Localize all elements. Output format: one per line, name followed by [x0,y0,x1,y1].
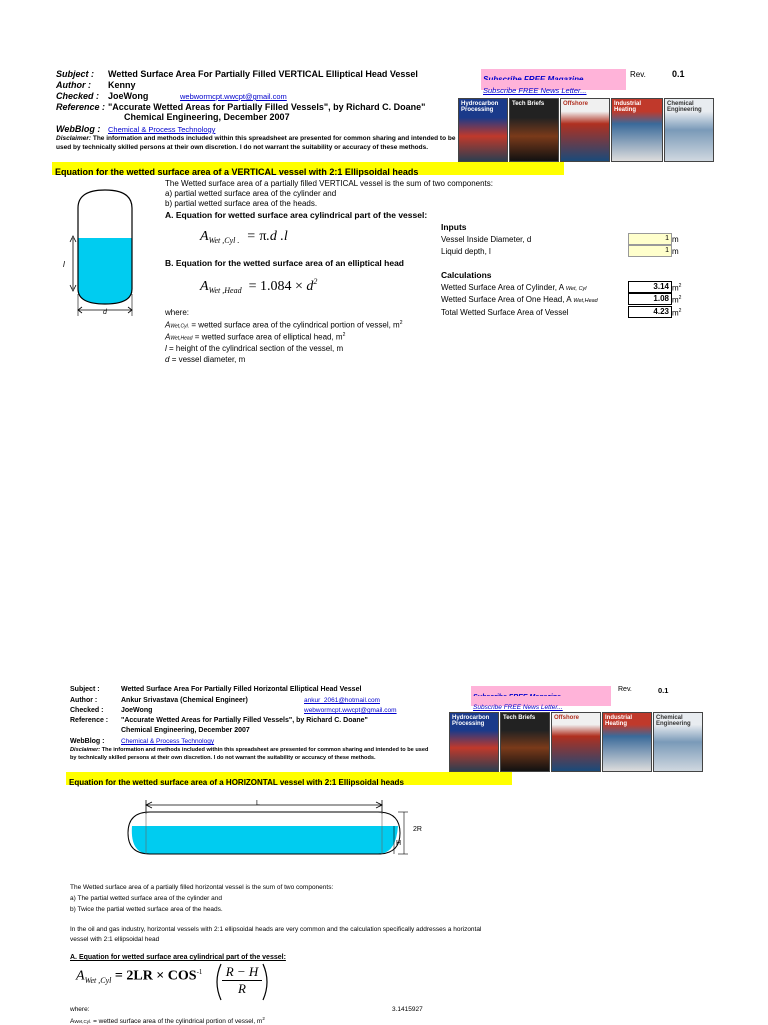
author-label: Author : [56,80,91,90]
calc1-label: Wetted Surface Area of Cylinder, A Wet, Cyl [441,283,587,292]
magazine-techbriefs[interactable]: Tech Briefs [509,98,559,162]
magazine2-industrialheating[interactable]: Industrial Heating [602,712,652,772]
liquid-fill [78,238,132,304]
subscribe-newsletter-link[interactable]: Subscribe FREE News Letter... [483,86,587,95]
liquid-fill-2 [132,826,398,854]
diagram-H-label: H [396,840,402,847]
equation-parentheses [213,962,271,1002]
magazine2-techbriefs[interactable]: Tech Briefs [500,712,550,772]
checked-email-link[interactable]: webwormcpt.wwcpt@gmail.com [180,92,287,101]
calculations-title: Calculations [441,270,492,280]
diagram-L-label: L [256,800,260,807]
magazine2-chemicalengineering[interactable]: Chemical Engineering [653,712,703,772]
definition-d: d = vessel diameter, m [165,355,246,364]
calc2-value: 1.08 [628,293,672,305]
input2-unit: m [672,247,679,256]
intro-b: b) partial wetted surface area of the heads. [165,199,318,208]
paragraph2: In the oil and gas industry, horizontal vessels with 2:1 ellipsoidal heads are very common and the calculation specifically addresses a horizontal vessel with 2:1 ellipsoidal head [70,926,482,943]
reference-line1: "Accurate Wetted Areas for Partially Filled Vessels", by Richard C. Doane" [108,102,426,112]
definition-awetcyl: AWet,Cyl. = wetted surface area of the cylindrical portion of vessel, $m^2$ [165,320,403,330]
magazine-hydrocarbon[interactable]: Hydrocarbon Processing [458,98,508,162]
horizontal-vessel-diagram [120,796,410,866]
definition-awethead: AWet,Head = wetted surface area of elliptical head, $m^2$ [165,332,346,342]
weblog-label: WebBlog : [56,124,101,134]
magazine2-hydrocarbon[interactable]: Hydrocarbon Processing [449,712,499,772]
weblog2-link[interactable]: Chemical & Process Technology [121,738,215,745]
author2-value: Ankur Srivastava (Chemical Engineer) [121,697,248,704]
rev-value: 0.1 [672,69,685,79]
weblog-link[interactable]: Chemical & Process Technology [108,125,216,134]
rev2-value: 0.1 [658,686,669,695]
input1-unit: m [672,235,679,244]
vertical-vessel-diagram [56,186,162,318]
subscribe-newsletter-cell [481,80,626,95]
intro-text: The Wetted surface area of a partially filled VERTICAL vessel is the sum of two components: [165,179,494,188]
magazine2-offshore[interactable]: Offshore [551,712,601,772]
calc3-unit: $m^2$ [672,308,682,318]
author-value: Kenny [108,80,136,90]
rev2-label: Rev. [618,686,632,693]
reference2-line2: Chemical Engineering, December 2007 [121,727,250,734]
calc2-unit: $m^2$ [672,295,682,305]
diagram-l-label: l [63,260,65,269]
eqA-title: A. Equation for wetted surface area cylindrical part of the vessel: [165,210,428,220]
diagram-2R-label: 2R [413,826,422,833]
subject-label: Subject : [56,69,95,79]
liquid-depth-input[interactable]: 1 [628,245,672,257]
definition-l: l = height of the cylindrical section of the vessel, m [165,344,344,353]
subscribe2-newsletter-cell [471,696,611,711]
magazine-covers-2 [449,712,705,774]
author2-label: Author : [70,697,98,704]
calc3-label: Total Wetted Surface Area of Vessel [441,308,569,317]
equation-cylinder-horizontal: $A_{Wet ,Cyl} = 2LR \times COS^{-1}$ [76,968,203,985]
subject2-value: Wetted Surface Area For Partially Filled Horizontal Elliptical Head Vessel [121,686,362,693]
vessel-diameter-input[interactable]: 1 [628,233,672,245]
checked2-value: JoeWong [121,707,153,714]
banner-vertical: Equation for the wetted surface area of a VERTICAL vessel with 2:1 Ellipsoidal heads [52,162,564,175]
diagram-d-label: d [103,309,107,316]
magazine-covers [458,98,714,162]
equation-head: $A_{Wet ,Head} = 1.084 \times d^2$ [200,277,318,295]
rev-label: Rev. [630,70,646,79]
intro2-b: b) Twice the partial wetted surface area of the heads. [70,906,223,913]
calc3-value: 4.23 [628,306,672,318]
eqB-title: B. Equation for the wetted surface area of an elliptical head [165,258,404,268]
equation-fraction: R − H R [222,964,262,997]
subscribe2-magazine-cell [471,686,611,696]
where2-label: where: [70,1006,90,1013]
definition2-awetcyl: AWet,Cyl. = wetted surface area of the cylindrical portion of vessel, $m^2$ [70,1016,265,1025]
intro-a: a) partial wetted surface area of the cylinder and [165,189,337,198]
subscribe2-newsletter-link[interactable]: Subscribe FREE News Letter... [473,704,563,711]
subject-value: Wetted Surface Area For Partially Filled VERTICAL Elliptical Head Vessel [108,69,418,79]
checked-label: Checked : [56,91,100,101]
reference-line2: Chemical Engineering, December 2007 [124,112,290,122]
checked-value: JoeWong [108,91,149,101]
reference-label: Reference : [56,102,106,112]
calc1-unit: $m^2$ [672,283,682,293]
pi-value: 3.1415927 [392,1006,423,1013]
reference2-label: Reference : [70,717,109,724]
magazine-offshore[interactable]: Offshore [560,98,610,162]
weblog2-label: WebBlog : [70,738,105,745]
magazine-industrialheating[interactable]: Industrial Heating [611,98,663,162]
disclaimer [56,135,456,152]
reference2-line1: "Accurate Wetted Areas for Partially Filled Vessels", by Richard C. Doane" [121,717,368,724]
checked2-email-link[interactable]: webwormcpt.wwcpt@gmail.com [304,707,397,714]
disclaimer2: Disclaimer: The information and methods included within this spreadsheet are presented for common sharing and intended to be used by technically skilled persons at their own discretion. I do not warrant the suitability or accuracy of these methods. [70,747,429,761]
banner-horizontal: Equation for the wetted surface area of a HORIZONTAL vessel with 2:1 Ellipsoidal heads [66,772,512,785]
author2-email-link[interactable]: ankur_2061@hotmail.com [304,697,380,704]
equation-cylinder: $A_{Wet ,Cyl .} = \pi.d$ .l [200,229,288,245]
disclaimer-text: The information and methods included within this spreadsheet are presented for common sharing and intended to be used by technically skilled persons at their own discretion. I do not warrant the suitability or accuracy of these methods. [56,135,456,151]
intro2-text: The Wetted surface area of a partially filled horizontal vessel is the sum of two components: [70,884,334,891]
subject2-label: Subject : [70,686,100,693]
eqA2-title: A. Equation for wetted surface area cylindrical part of the vessel: [70,954,286,961]
inputs-title: Inputs [441,222,467,232]
where-label: where: [165,308,190,317]
magazine-chemicalengineering[interactable]: Chemical Engineering [664,98,714,162]
input1-label: Vessel Inside Diameter, d [441,235,532,244]
disclaimer-label: Disclaimer: [56,135,92,142]
input2-label: Liquid depth, l [441,247,491,256]
calc1-value: 3.14 [628,281,672,293]
checked2-label: Checked : [70,707,104,714]
intro2-a: a) The partial wetted surface area of the cylinder and [70,895,222,902]
subscribe-magazine-cell [481,69,626,80]
calc2-label: Wetted Surface Area of One Head, A Wet,Head [441,295,598,304]
